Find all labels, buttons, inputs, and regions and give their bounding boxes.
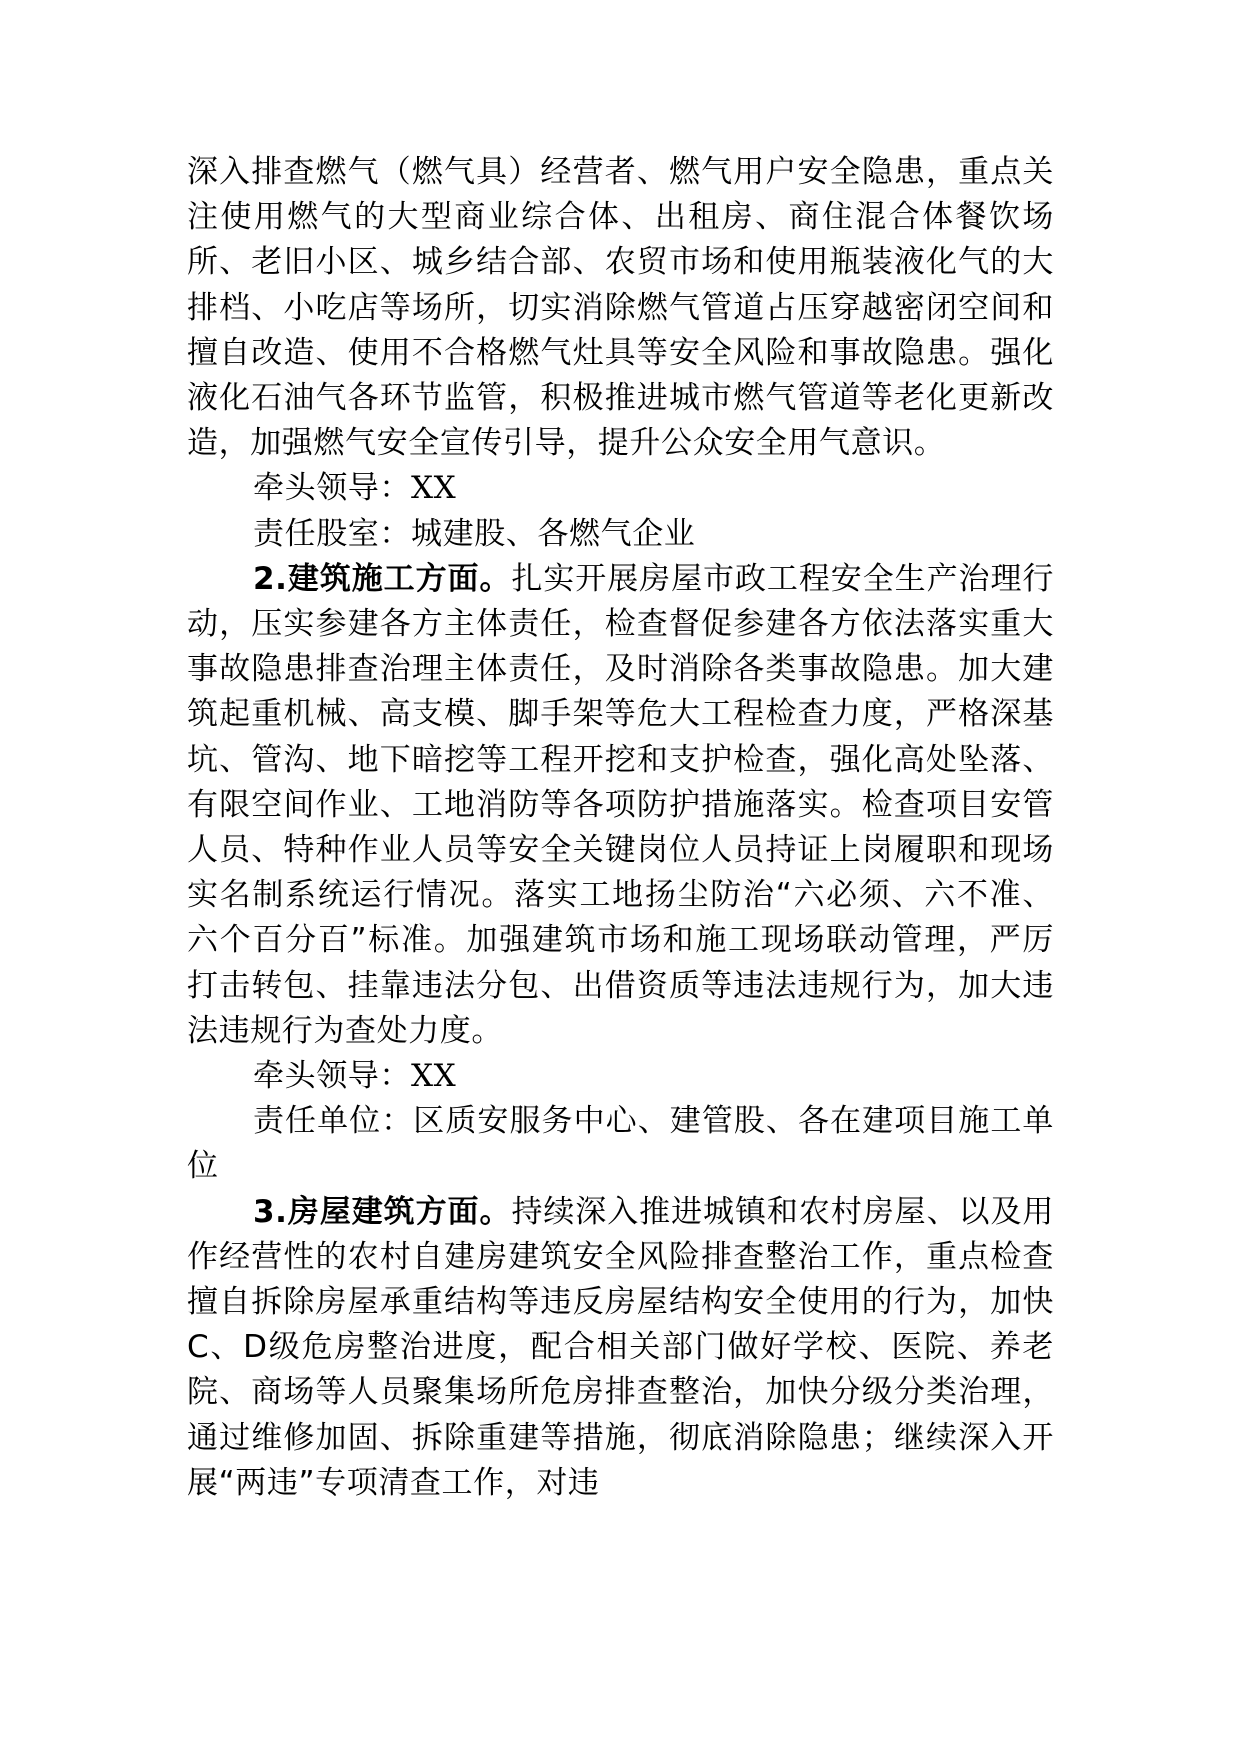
responsible-unit-2 — [187, 1099, 1054, 1189]
lead-leader-label: 牵头领导： — [253, 1058, 411, 1095]
lead-leader-value: XX — [411, 470, 457, 507]
responsible-dept-value: 城建股、各燃气企业 — [411, 515, 696, 552]
section-heading-construction: 2.建筑施工方面。 — [253, 560, 512, 597]
section-body-housing: 持续深入推进城镇和农村房屋、以及用作经营性的农村自建房建筑安全风险排查整治工作，重点检查擅自拆除房屋承重结构等违反房屋结构安全使用的行为，加快C、D级危房整治进度，配合相关部门做好学校、医院、养老院、商场等人员聚集场所危房排查整治，加快分级分类治理，通过维修加固、拆除重建等措施，彻底消除隐患；继续深入开展“两违”专项清查工作，对违 — [187, 1193, 1055, 1501]
paragraph-housing — [187, 1190, 1054, 1506]
section-heading-housing: 3.房屋建筑方面。 — [253, 1193, 512, 1230]
lead-leader-1 — [187, 466, 1054, 511]
lead-leader-value: XX — [411, 1058, 457, 1095]
responsible-dept-1 — [187, 512, 1054, 557]
responsible-dept-label: 责任股室： — [253, 515, 411, 552]
lead-leader-label: 牵头领导： — [253, 470, 411, 507]
responsible-unit-value: 区质安服务中心、建管股、各在建项目施工单位 — [187, 1103, 1055, 1185]
section-body-construction: 扎实开展房屋市政工程安全生产治理行动，压实参建各方主体责任，检查督促参建各方依法落实重大事故隐患排查治理主体责任，及时消除各类事故隐患。加大建筑起重机械、高支模、脚手架等危大工程检查力度，严格深基坑、管沟、地下暗挖等工程开挖和支护检查，强化高处坠落、有限空间作业、工地消防等各项防护措施落实。检查项目安管人员、特种作业人员等安全关键岗位人员持证上岗履职和现场实名制系统运行情况。落实工地扬尘防治“六必须、六不准、六个百分百”标准。加强建筑市场和施工现场联动管理，严厉打击转包、挂靠违法分包、出借资质等违法违规行为，加大违法违规行为查处力度。 — [187, 560, 1055, 1049]
document-page — [187, 150, 1054, 1506]
lead-leader-2 — [187, 1054, 1054, 1099]
responsible-unit-label: 责任单位： — [253, 1103, 414, 1140]
paragraph-construction — [187, 557, 1054, 1054]
paragraph-gas-safety: 深入排查燃气（燃气具）经营者、燃气用户安全隐患，重点关注使用燃气的大型商业综合体、出租房、商住混合体餐饮场所、老旧小区、城乡结合部、农贸市场和使用瓶装液化气的大排档、小吃店等场所，切实消除燃气管道占压穿越密闭空间和擅自改造、使用不合格燃气灶具等安全风险和事故隐患。强化液化石油气各环节监管，积极推进城市燃气管道等老化更新改造，加强燃气安全宣传引导，提升公众安全用气意识。 — [187, 154, 1054, 462]
